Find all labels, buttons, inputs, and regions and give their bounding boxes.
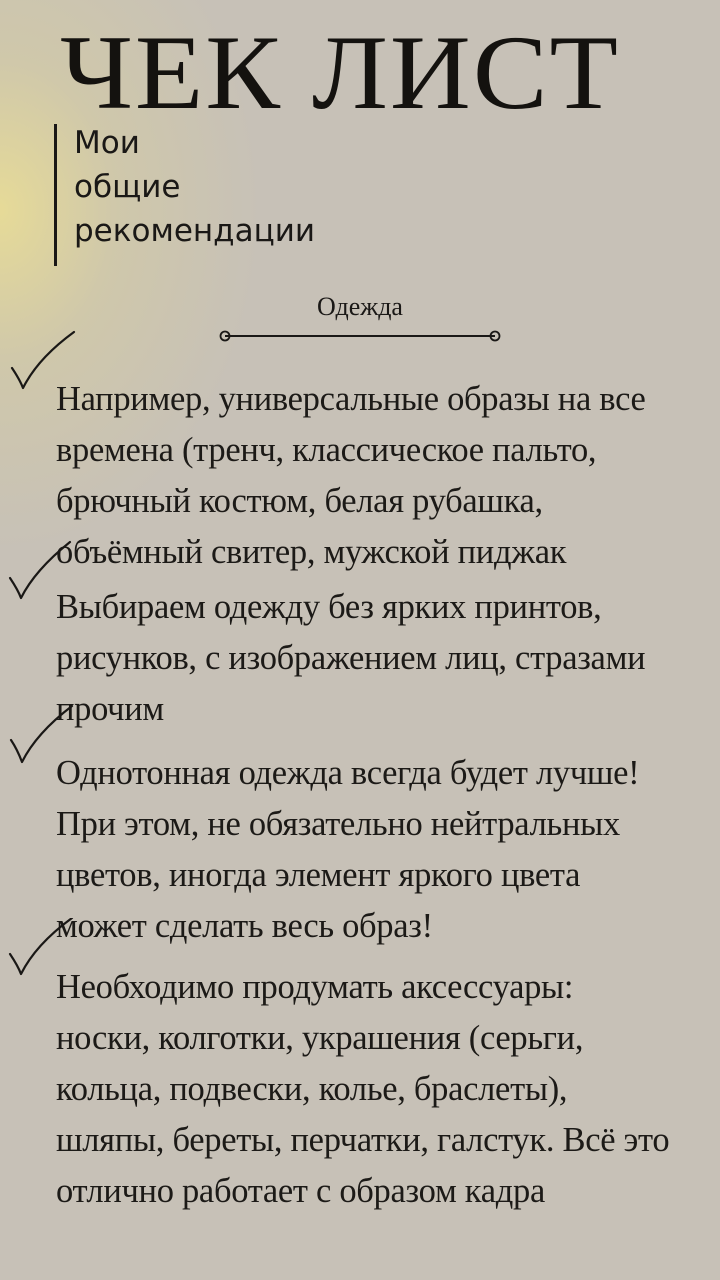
- section-heading: Одежда: [317, 292, 403, 321]
- subtitle-block: [54, 124, 374, 266]
- checklist-item-text: Необходимо продумать аксессуары: носки, колготки, украшения (серьги, кольца, подвески, колье, браслеты), шляпы, береты, перчатки, галстук. Всё это отлично работает с образом кадра: [56, 968, 670, 1210]
- checklist-item-text: Выбираем одежду без ярких принтов, рисунков, с изображением лиц, стразами прочим: [56, 588, 646, 728]
- checklist-item-text: Однотонная одежда всегда будет лучше! При этом, не обязательно нейтральных цветов, иногда элемент яркого цвета может сделать весь образ!: [56, 754, 640, 945]
- checklist-item-text: Например, универсальные образы на все времена (тренч, классическое пальто, брючный костюм, белая рубашка, объёмный свитер, мужской пиджак: [56, 380, 646, 571]
- page-title: ЧЕК ЛИСТ: [60, 14, 620, 132]
- subtitle-line: рекомендации: [74, 213, 315, 249]
- subtitle-line: Мои: [74, 125, 140, 161]
- section-divider: [219, 330, 501, 342]
- subtitle-line: общие: [74, 169, 181, 205]
